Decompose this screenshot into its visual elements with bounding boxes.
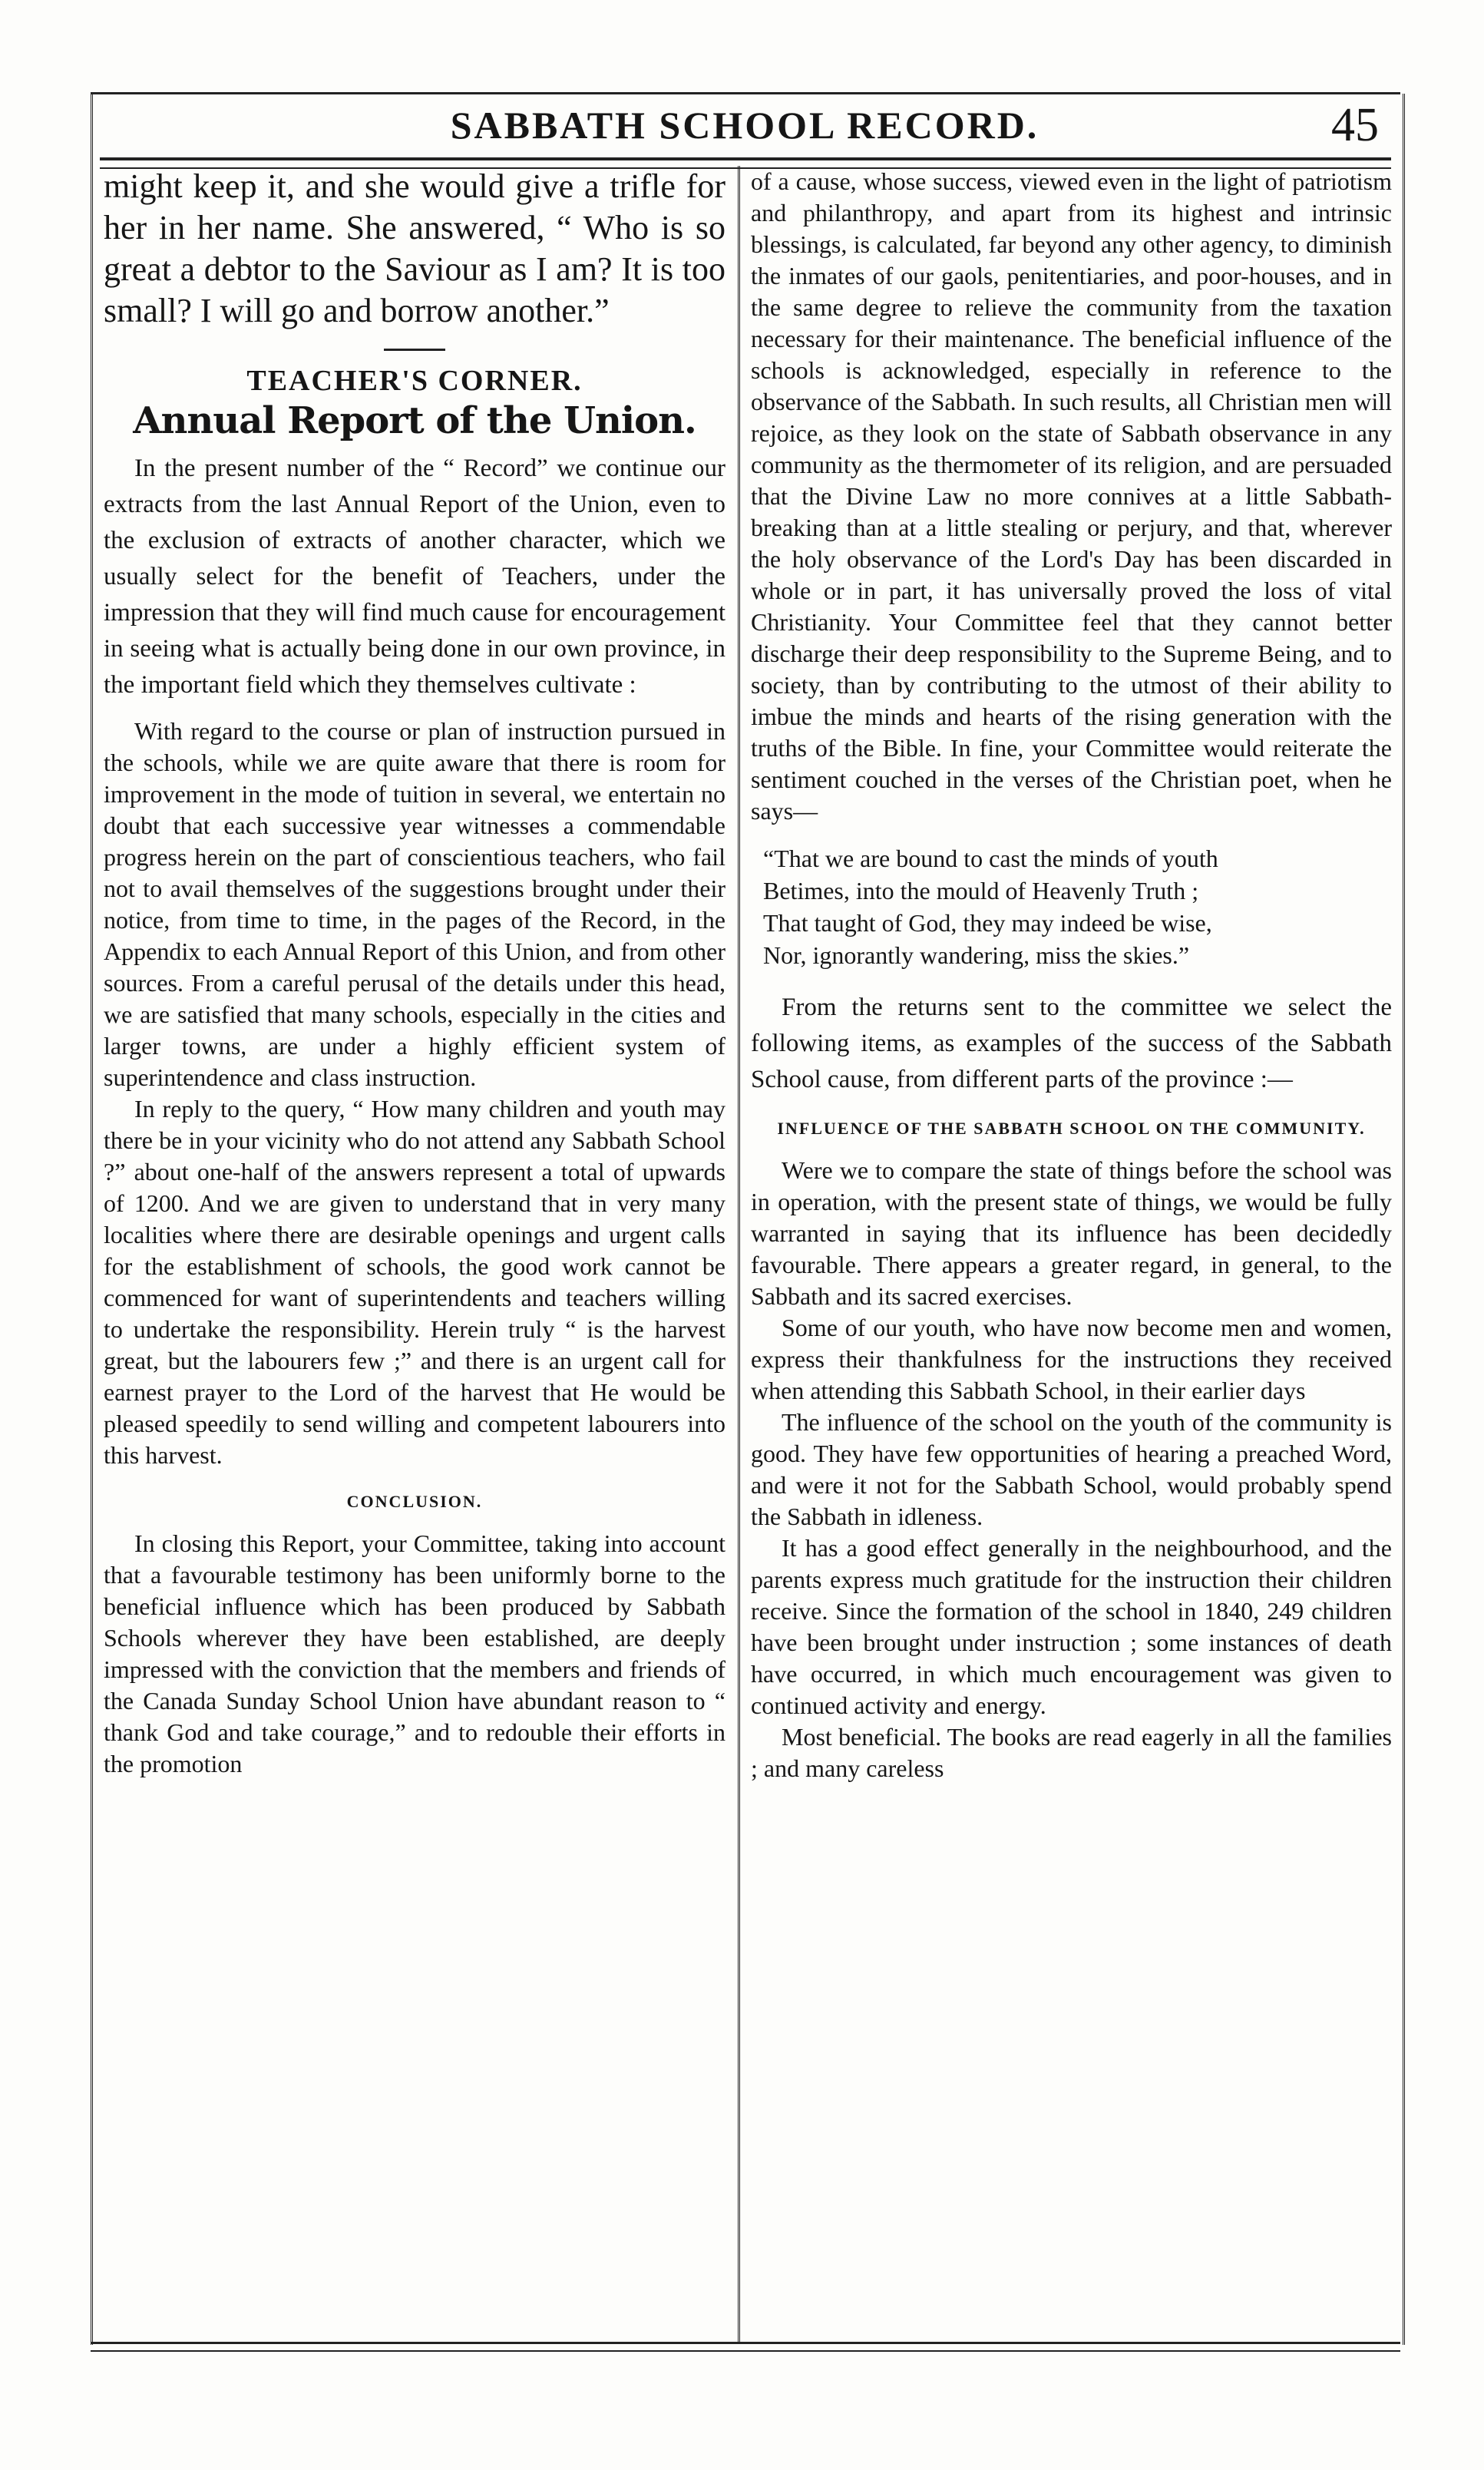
article-title: Annual Report of the Union. (133, 399, 696, 442)
poem-line: “That we are bound to cast the minds of youth (763, 845, 1218, 872)
section-separator (384, 349, 445, 351)
continued-anecdote: might keep it, and she would give a trifle for her in her name. She answered, “ Who is so great a debtor to the Saviour as I am? It is too small? I will go and borrow another.” (104, 167, 725, 329)
article-paragraph: Most beneficial. The books are read eagerly in all the families ; and many careless (751, 1723, 1392, 1782)
poem-quote (763, 842, 1392, 971)
conclusion-paragraph: In closing this Report, your Committee, taking into account that a favourable testimony has been uniformly borne to the beneficial influence which has been produced by Sabbath Schools wherever they have been established, are deeply impressed with the conviction that the members and friends of the Canada Sunday School Union have abundant reason to “ thank God and take courage,” and to redouble their efforts in the promotion (104, 1529, 725, 1777)
article-paragraph: Were we to compare the state of things before the school was in operation, with the present state of things, we would be fully warranted in saying that its influence has been decidedly favourable. There appears a greater regard, in general, to the Sabbath and its sacred exercises. (751, 1156, 1392, 1310)
article-paragraph: It has a good effect generally in the neighbourhood, and the parents express much gratitude for the instruction their children receive. Since the formation of the school in 1840, 249 children have been brought under instruction ; some instances of death have occurred, in which much encouragement was given to continued activity and energy. (751, 1534, 1392, 1719)
article-paragraph: With regard to the course or plan of instruction pursued in the schools, while we are quite aware that there is room for improvement in the mode of tuition in several, we entertain no doubt that each successive year witnesses a commendable progress herein on the part of conscientious teachers, who fail not to avail themselves of the suggestions brought under their notice, from time to time, in the pages of the Record, in the Appendix to each Annual Report of this Union, and from other sources. From a careful perusal of the details under this head, we are satisfied that many schools, especially in the cities and larger towns, are under a highly efficient system of superintendence and class instruction. (104, 717, 725, 1091)
section-label: TEACHER'S CORNER. (246, 365, 583, 397)
running-header (100, 98, 1390, 164)
article-paragraph: The influence of the school on the youth of the community is good. They have few opportunities of hearing a preached Word, and were it not for the Sabbath School, would probably spend the Sabbath in idleness. (751, 1408, 1392, 1530)
poem-line: That taught of God, they may indeed be wise, (763, 909, 1212, 937)
article-paragraph: of a cause, whose success, viewed even in the light of patriotism and philanthropy, and apart from its highest and intrinsic blessings, is calculated, far beyond any other agency, to diminish the inmates of our gaols, penitentiaries, and poor-houses, and in the same degree to relieve the community from the taxation necessary for their maintenance. The beneficial influence of the schools is acknowledged, especially in reference to the observance of the Sabbath. In such results, all Christian men will rejoice, as they look on the state of Sabbath observance in any community as the thermometer of its religion, and are persuaded that the Divine Law no more connives at a little Sabbath-breaking than at a little stealing or perjury, and that, wherever the holy observance of the Lord's Day has been discarded in whole or in part, it has universally proved the loss of vital Christianity. Your Committee feel that they cannot better discharge their deep responsibility to the Supreme Being, and to society, than by contributing to the utmost of their ability to imbue the minds and hearts of the rising generation with the truths of the Bible. In fine, your Committee would reiterate the sentiment couched in the verses of the Christian poet, when he says— (751, 167, 1392, 825)
right-column (751, 166, 1392, 2339)
left-column (104, 166, 725, 2339)
poem-line: Betimes, into the mould of Heavenly Truth ; (763, 877, 1199, 904)
article-paragraph: Some of our youth, who have now become men and women, express their thankfulness for the instructions they received when attending this Sabbath School, in their earlier days (751, 1314, 1392, 1404)
running-title: SABBATH SCHOOL RECORD. (450, 104, 1039, 147)
article-paragraph: From the returns sent to the committee we select the following items, as examples of the success of the Sabbath School cause, from different parts of the province :— (751, 994, 1392, 1093)
bottom-border-rule (91, 2342, 1400, 2352)
influence-heading: INFLUENCE OF THE SABBATH SCHOOL ON THE COMMUNITY. (777, 1119, 1366, 1138)
poem-line: Nor, ignorantly wandering, miss the skies.” (763, 941, 1190, 969)
column-divider (738, 166, 740, 2343)
article-intro: In the present number of the “ Record” we continue our extracts from the last Annual Report of the Union, even to the exclusion of extracts of another character, which we usually select for the benefit of Teachers, under the impression that they will find much cause for encouragement in seeing what is actually being done in our own province, in the important field which they themselves cultivate : (104, 455, 725, 699)
conclusion-heading: CONCLUSION. (346, 1492, 483, 1511)
page-number: 45 (1331, 99, 1379, 151)
article-paragraph: In reply to the query, “ How many children and youth may there be in your vicinity who do not attend any Sabbath School ?” about one-half of the answers represent a total of upwards of 1200. And we are given to understand that in very many localities where there are desirable openings and urgent calls for the establishment of schools, the good work cannot be commenced for want of superintendents and teachers willing to undertake the responsibility. Herein truly “ is the harvest great, but the labourers few ;” and there is an urgent call for earnest prayer to the Lord of the harvest that He would be pleased speedily to send willing and competent labourers into this harvest. (104, 1095, 725, 1469)
